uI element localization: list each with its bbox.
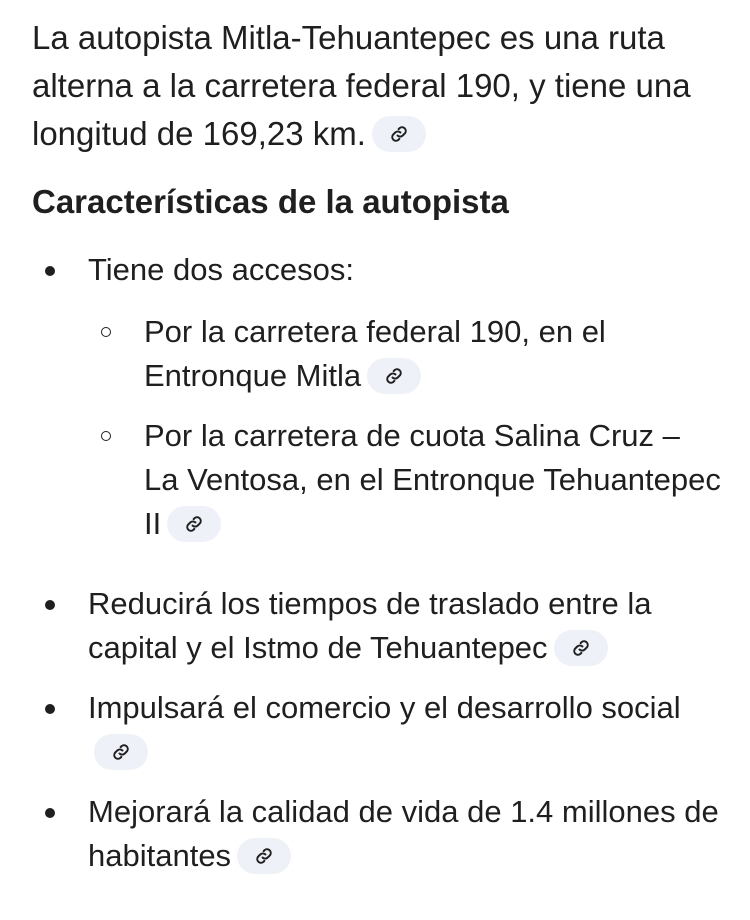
answer-content (32, 14, 722, 878)
bullet-dot (45, 600, 55, 610)
section-heading: Características de la autopista (32, 183, 509, 220)
link-icon (112, 743, 130, 761)
list-item (32, 686, 722, 774)
intro-text: La autopista Mitla-Tehuantepec es una ruta alterna a la carretera federal 190, y tiene una longitud de 169,23 km. (32, 19, 691, 152)
sub-list-item (88, 414, 722, 546)
bullet-dot (45, 808, 55, 818)
intro-paragraph (32, 14, 722, 158)
sub-item-text: Por la carretera federal 190, en el Entronque Mitla (144, 314, 606, 393)
source-link-chip[interactable] (372, 116, 426, 152)
source-link-chip[interactable] (554, 630, 608, 666)
link-icon (572, 639, 590, 657)
link-icon (385, 367, 403, 385)
bullet-circle (101, 327, 111, 337)
list-item (32, 248, 722, 546)
list-item-text: Reducirá los tiempos de traslado entre la capital y el Istmo de Tehuantepec (88, 586, 652, 665)
bullet-dot (45, 266, 55, 276)
source-link-chip[interactable] (167, 506, 221, 542)
list-item-text: Mejorará la calidad de vida de 1.4 millones de habitantes (88, 794, 719, 873)
source-link-chip[interactable] (367, 358, 421, 394)
bullet-circle (101, 431, 111, 441)
sub-list-item (88, 310, 722, 398)
list-item (32, 790, 722, 878)
list-item (32, 582, 722, 670)
link-icon (185, 515, 203, 533)
list-item-text: Impulsará el comercio y el desarrollo social (88, 690, 681, 725)
features-list (32, 248, 722, 878)
link-icon (255, 847, 273, 865)
bullet-dot (45, 704, 55, 714)
source-link-chip[interactable] (237, 838, 291, 874)
access-sublist (88, 310, 722, 546)
sub-item-text: Por la carretera de cuota Salina Cruz – La Ventosa, en el Entronque Tehuantepec II (144, 418, 721, 541)
source-link-chip[interactable] (94, 734, 148, 770)
list-item-text: Tiene dos accesos: (88, 252, 354, 287)
link-icon (390, 125, 408, 143)
